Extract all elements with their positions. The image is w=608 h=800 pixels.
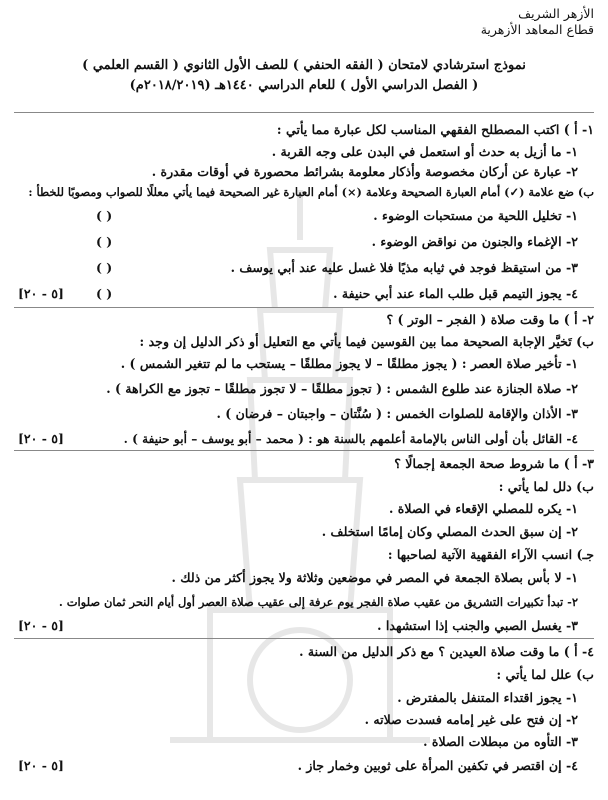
q1-b-item-1: ١- تخليل اللحية من مستحبات الوضوء . — [373, 208, 578, 223]
answer-bracket: ( ) — [96, 208, 113, 223]
q4-b: ب) علل لما يأتي : — [496, 667, 594, 682]
q4-a: ٤- أ ) ما وقت صلاة العيدين ؟ مع ذكر الدليل من السنة . — [299, 644, 594, 659]
q4-b-item-2: ٢- إن فتح على غير إمامه فسدت صلاته . — [364, 712, 578, 727]
q2-b-item-3: ٣- الأذان والإقامة للصلوات الخمس : ( سُنَّتان – واجبتان – فرضان ) . — [216, 406, 578, 421]
q4-b-item-1: ١- يجوز اقتداء المتنفل بالمفترض . — [397, 690, 578, 705]
org-name: الأزهر الشريف — [518, 6, 594, 21]
answer-bracket: ( ) — [96, 286, 113, 301]
sector-name: قطاع المعاهد الأزهرية — [480, 22, 594, 37]
divider — [14, 450, 594, 451]
q4-b-item-3: ٣- التأوه من مبطلات الصلاة . — [423, 734, 578, 749]
q2-b-item-4: ٤- القائل بأن أولى الناس بالإمامة أعلمهم بالسنة هو : ( محمد – أبو يوسف – أبو حنيفة ) . — [123, 432, 578, 446]
answer-bracket: ( ) — [96, 234, 113, 249]
divider — [14, 307, 594, 308]
q1-b-item-4: ٤- يجوز التيمم قبل طلب الماء عند أبي حنيفة . — [333, 286, 578, 301]
q1-a: ١- أ ) اكتب المصطلح الفقهي المناسب لكل عبارة مما يأتي : — [276, 122, 594, 137]
q1-b: ب) ضع علامة (✓) أمام العبارة الصحيحة وعلامة (×) أمام العبارة غير الصحيحة فيما يأتي معللًا للصواب ومصوبًا للخطأ : — [28, 185, 594, 199]
exam-title: نموذج استرشادي لامتحان ( الفقه الحنفي ) للصف الأول الثانوي ( القسم العلمي ) — [82, 58, 526, 73]
q3-b-item-1: ١- يكره للمصلي الإقعاء في الصلاة . — [389, 501, 578, 516]
q2-a: ٢- أ ) ما وقت صلاة ( الفجر – الوتر ) ؟ — [386, 312, 594, 327]
q2-marks: [٥ - ٢٠] — [18, 431, 64, 446]
q3-c-item-1: ١- لا بأس بصلاة الجمعة في المصر في موضعين وثلاثة ولا يجوز أكثر من ذلك . — [171, 570, 578, 585]
q1-a-item-2: ٢- عبارة عن أركان مخصوصة وأذكار معلومة بشرائط محصورة في أوقات مقدرة . — [151, 164, 578, 179]
q3-c: جـ) انسب الآراء الفقهية الآتية لصاحبها : — [387, 547, 594, 562]
q1-marks: [٥ - ٢٠] — [18, 286, 64, 301]
q3-marks: [٥ - ٢٠] — [18, 618, 64, 633]
q1-a-item-1: ١- ما أزيل به حدث أو استعمل في البدن على وجه القربة . — [271, 144, 578, 159]
q3-c-item-3: ٣- يغسل الصبي والجنب إذا استشهدا . — [377, 618, 578, 633]
q3-c-item-2: ٢- تبدأ تكبيرات التشريق من عقيب صلاة الفجر يوم عرفة إلى عقيب صلاة العصر أول أيام النحر ثمان صلوات . — [58, 595, 578, 609]
q2-b: ب) تَخيَّر الإجابة الصحيحة مما بين القوسين فيما يأتي مع التعليل أو ذكر الدليل إن وجد : — [139, 334, 594, 349]
q1-b-item-2: ٢- الإغماء والجنون من نواقض الوضوء . — [371, 234, 578, 249]
q4-b-item-4: ٤- إن اقتصر في تكفين المرأة على ثوبين وخمار جاز . — [297, 758, 578, 773]
q2-b-item-1: ١- تأخير صلاة العصر : ( يجوز مطلقًا – لا يجوز مطلقًا – يستحب ما لم تتغير الشمس ) . — [120, 356, 578, 371]
q3-b-item-2: ٢- إن سبق الحدث المصلي وكان إمامًا استخلف . — [321, 524, 578, 539]
q3-b: ب) دلل لما يأتي : — [498, 479, 594, 494]
q3-a: ٣- أ ) ما شروط صحة الجمعة إجمالًا ؟ — [394, 456, 594, 471]
q4-marks: [٥ - ٢٠] — [18, 758, 64, 773]
q2-b-item-2: ٢- صلاة الجنازة عند طلوع الشمس : ( تجوز مطلقًا – لا تجوز مطلقًا – تجوز مع الكراهة ) . — [106, 381, 578, 396]
exam-subtitle: ( الفصل الدراسي الأول ) للعام الدراسي ١٤٤٠هـ (٢٠١٨/٢٠١٩م) — [129, 78, 479, 93]
answer-bracket: ( ) — [96, 260, 113, 275]
q1-b-item-3: ٣- من استيقظ فوجد في ثيابه مذيًا فلا غسل عليه عند أبي يوسف . — [230, 260, 578, 275]
divider — [14, 638, 594, 639]
divider — [14, 112, 594, 113]
